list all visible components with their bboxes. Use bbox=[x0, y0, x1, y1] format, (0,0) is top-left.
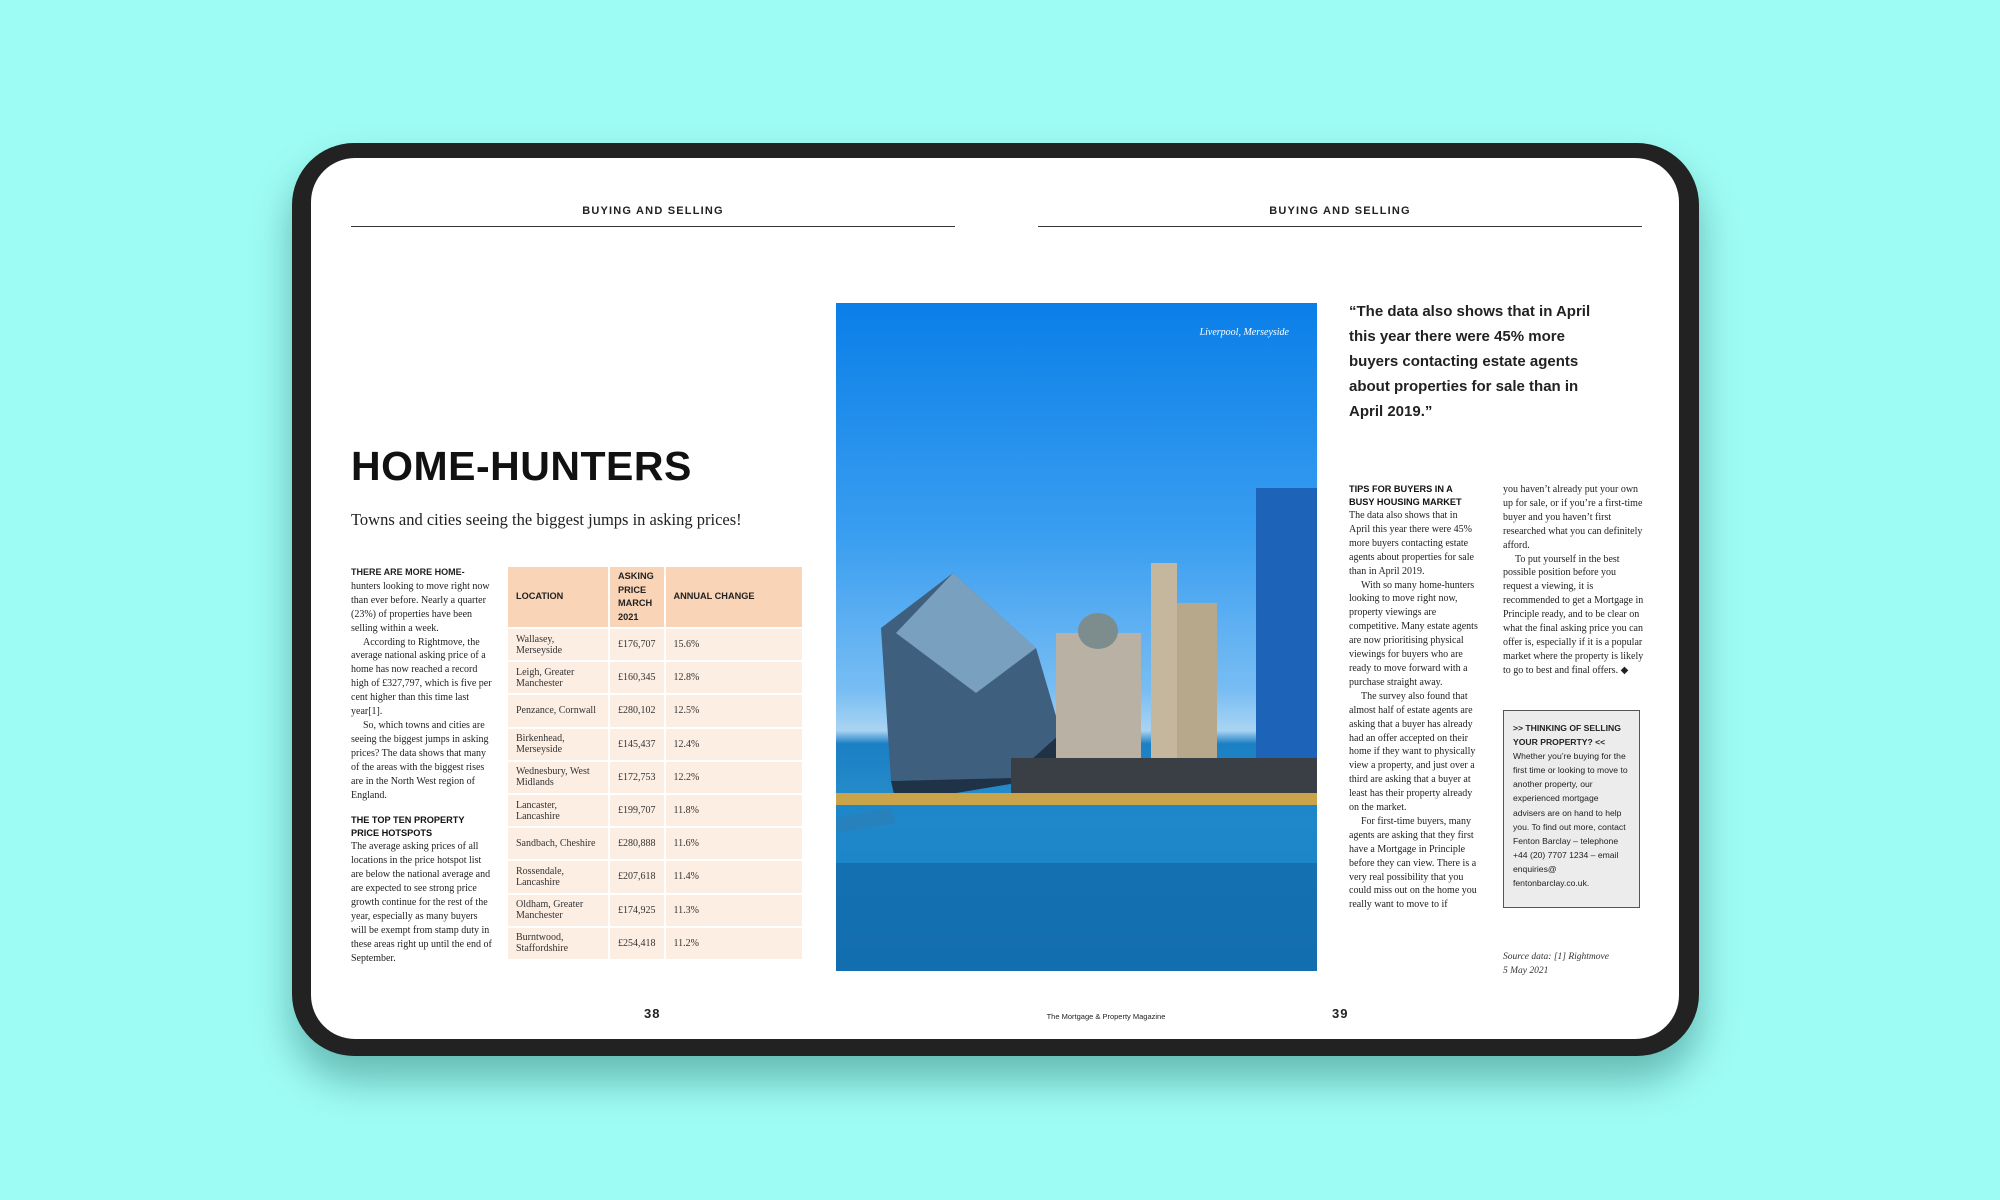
price-cell: £172,753 bbox=[610, 762, 666, 795]
price-cell: £174,925 bbox=[610, 895, 666, 928]
change-cell: 12.4% bbox=[666, 729, 803, 762]
body-paragraph: The data also shows that in April this year there were 45% more buyers contacting estate agents about properties for sale than in April 2019. bbox=[1349, 510, 1474, 577]
magazine-name-footer: The Mortgage & Property Magazine bbox=[1046, 1012, 1166, 1021]
tablet-device bbox=[292, 143, 1699, 1056]
change-cell: 11.3% bbox=[666, 895, 803, 928]
intro-paragraph bbox=[351, 566, 494, 636]
location-cell: Oldham, Greater Manchester bbox=[508, 895, 610, 928]
location-cell: Leigh, Greater Manchester bbox=[508, 662, 610, 695]
tips-heading: TIPS FOR BUYERS IN A BUSY HOUSING MARKET bbox=[1349, 484, 1462, 507]
tips-column bbox=[1349, 483, 1479, 912]
selling-callout-box bbox=[1503, 710, 1640, 908]
table-row bbox=[508, 662, 802, 695]
section-header-left: BUYING AND SELLING bbox=[351, 196, 955, 227]
price-cell: £199,707 bbox=[610, 795, 666, 828]
price-cell: £207,618 bbox=[610, 861, 666, 894]
table-row bbox=[508, 895, 802, 928]
photo-illustration bbox=[836, 303, 1317, 971]
table-row bbox=[508, 695, 802, 728]
change-cell: 11.8% bbox=[666, 795, 803, 828]
body-paragraph: The survey also found that almost half of estate agents are asking that a buyer has already had an offer accepted on their home if they want to physically view a property, and just over a third are asking that a buyer at least has their property already on the market. bbox=[1349, 690, 1476, 814]
liverpool-waterfront-photo bbox=[836, 303, 1317, 971]
article-title: HOME-HUNTERS bbox=[351, 443, 692, 489]
change-cell: 11.6% bbox=[666, 828, 803, 861]
table-row bbox=[508, 762, 802, 795]
photo-caption: Liverpool, Merseyside bbox=[1199, 327, 1289, 338]
source-date: 5 May 2021 bbox=[1503, 966, 1549, 976]
table-row bbox=[508, 828, 802, 861]
location-cell: Burntwood, Staffordshire bbox=[508, 928, 610, 961]
change-cell: 12.8% bbox=[666, 662, 803, 695]
column-header-asking-price: ASKING PRICE MARCH 2021 bbox=[610, 567, 666, 629]
location-cell: Wednesbury, West Midlands bbox=[508, 762, 610, 795]
table-row bbox=[508, 861, 802, 894]
article-subtitle: Towns and cities seeing the biggest jumps in asking prices! bbox=[351, 510, 742, 529]
change-cell: 12.5% bbox=[666, 695, 803, 728]
table-row bbox=[508, 629, 802, 662]
continued-column bbox=[1503, 483, 1646, 678]
intro-text: hunters looking to move right now than ever before. Nearly a quarter (23%) of properties have been selling within a week. bbox=[351, 580, 490, 634]
glass-office-tower bbox=[1256, 488, 1317, 798]
body-paragraph: For first-time buyers, many agents are asking that they first have a Mortgage in Principle before they can view. There is a very real possibility that you could miss out on the home you really want to move to if bbox=[1349, 815, 1477, 911]
change-cell: 12.2% bbox=[666, 762, 803, 795]
intro-column bbox=[351, 566, 494, 966]
body-paragraph: To put yourself in the best possible position before you request a viewing, it is recommended to get a Mortgage in Principle ready, and to be clear on what the final asking price you can offer is, especially if it is a popular market where the property is likely to go to best and final offers. ◆ bbox=[1503, 553, 1644, 676]
price-cell: £145,437 bbox=[610, 729, 666, 762]
change-cell: 11.4% bbox=[666, 861, 803, 894]
magazine-spread[interactable] bbox=[311, 158, 1679, 1039]
hotspots-heading: THE TOP TEN PROPERTY PRICE HOTSPOTS bbox=[351, 815, 465, 839]
table-header-row bbox=[508, 567, 802, 629]
body-paragraph: With so many home-hunters looking to move right now, property viewings are competitive. Many estate agents are now prioritising physical viewings for buyers who are ready to move forward with a purchase straight away. bbox=[1349, 579, 1478, 688]
hotspots-paragraph: The average asking prices of all locations in the price hotspot list are below the national average and are expected to see strong price growth continue for the rest of the year, especially as many buyers will be exempt from stamp duty in these areas right up until the end of September. bbox=[351, 841, 492, 964]
callout-title: >> THINKING OF SELLING YOUR PROPERTY? << bbox=[1513, 723, 1621, 748]
location-cell: Penzance, Cornwall bbox=[508, 695, 610, 728]
location-cell: Rossendale, Lancashire bbox=[508, 861, 610, 894]
table-row bbox=[508, 928, 802, 961]
body-paragraph: According to Rightmove, the average national asking price of a home has now reached a record high of £327,797, which is five per cent higher than this time last year[1]. bbox=[351, 636, 492, 718]
price-cell: £176,707 bbox=[610, 629, 666, 662]
price-cell: £280,102 bbox=[610, 695, 666, 728]
section-header-right: BUYING AND SELLING bbox=[1038, 196, 1642, 227]
source-note bbox=[1503, 950, 1643, 978]
source-line: Source data: [1] Rightmove bbox=[1503, 952, 1609, 962]
intro-lead: THERE ARE MORE HOME- bbox=[351, 567, 465, 577]
price-cell: £160,345 bbox=[610, 662, 666, 695]
liver-building-body bbox=[1177, 603, 1217, 773]
change-cell: 15.6% bbox=[666, 629, 803, 662]
price-hotspots-table bbox=[508, 567, 802, 961]
table-row bbox=[508, 729, 802, 762]
column-header-annual-change: ANNUAL CHANGE bbox=[666, 567, 803, 629]
table-row bbox=[508, 795, 802, 828]
waterfront-buildings bbox=[1011, 758, 1317, 798]
location-cell: Wallasey, Merseyside bbox=[508, 629, 610, 662]
location-cell: Lancaster, Lancashire bbox=[508, 795, 610, 828]
price-cell: £254,418 bbox=[610, 928, 666, 961]
pull-quote: “The data also shows that in April this year there were 45% more buyers contacting estate agents about properties for sale than in April 2019.” bbox=[1349, 303, 1591, 420]
location-cell: Birkenhead, Merseyside bbox=[508, 729, 610, 762]
location-cell: Sandbach, Cheshire bbox=[508, 828, 610, 861]
body-paragraph: So, which towns and cities are seeing the biggest jumps in asking prices? The data shows that many of the areas with the biggest rises are in the North West region of England. bbox=[351, 719, 489, 801]
dome-shape bbox=[1078, 613, 1118, 649]
body-paragraph: you haven’t already put your own up for sale, or if you’re a first-time buyer and you haven’t first researched what you can definitely afford. bbox=[1503, 484, 1643, 551]
page-number-left: 38 bbox=[644, 1006, 661, 1021]
quayside bbox=[836, 793, 1317, 805]
change-cell: 11.2% bbox=[666, 928, 803, 961]
callout-body: Whether you’re buying for the first time or looking to move to another property, our experienced mortgage advisers are on hand to help you. To find out more, contact Fenton Barclay – telephone +44 (20) 7707 1234 – email enquiries@ fentonbarclay.co.uk. bbox=[1513, 751, 1628, 889]
column-header-location: LOCATION bbox=[508, 567, 610, 629]
water-depth bbox=[836, 863, 1317, 971]
page-number-right: 39 bbox=[1332, 1006, 1349, 1021]
price-cell: £280,888 bbox=[610, 828, 666, 861]
liver-building-tower bbox=[1151, 563, 1177, 773]
port-of-liverpool-building bbox=[1056, 633, 1141, 773]
